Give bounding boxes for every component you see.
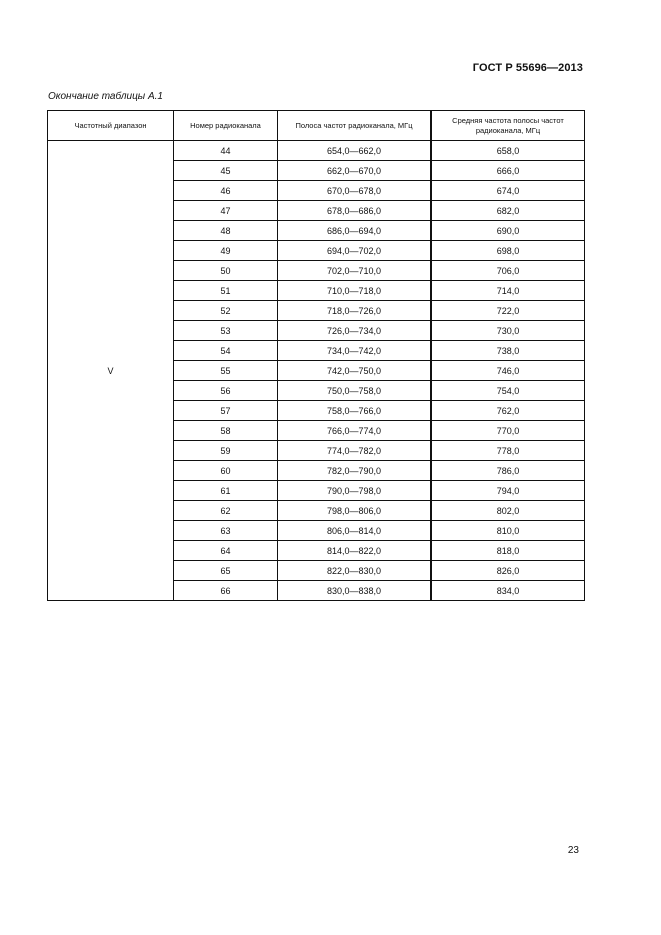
table-caption: Окончание таблицы А.1 bbox=[48, 91, 163, 102]
channel-number-cell: 66 bbox=[174, 581, 278, 601]
channel-number-cell: 52 bbox=[174, 301, 278, 321]
center-frequency-cell: 682,0 bbox=[431, 201, 585, 221]
center-frequency-cell: 818,0 bbox=[431, 541, 585, 561]
channel-number-cell: 61 bbox=[174, 481, 278, 501]
column-header-channel: Номер радиоканала bbox=[174, 111, 278, 141]
center-frequency-cell: 714,0 bbox=[431, 281, 585, 301]
center-frequency-cell: 786,0 bbox=[431, 461, 585, 481]
channel-number-cell: 53 bbox=[174, 321, 278, 341]
channel-number-cell: 54 bbox=[174, 341, 278, 361]
center-frequency-cell: 666,0 bbox=[431, 161, 585, 181]
bandwidth-cell: 726,0—734,0 bbox=[278, 321, 432, 341]
center-frequency-cell: 834,0 bbox=[431, 581, 585, 601]
bandwidth-cell: 670,0—678,0 bbox=[278, 181, 432, 201]
bandwidth-cell: 798,0—806,0 bbox=[278, 501, 432, 521]
page-number: 23 bbox=[567, 845, 579, 856]
bandwidth-cell: 678,0—686,0 bbox=[278, 201, 432, 221]
bandwidth-cell: 758,0—766,0 bbox=[278, 401, 432, 421]
bandwidth-cell: 766,0—774,0 bbox=[278, 421, 432, 441]
bandwidth-cell: 694,0—702,0 bbox=[278, 241, 432, 261]
band-cell: V bbox=[48, 141, 174, 601]
bandwidth-cell: 806,0—814,0 bbox=[278, 521, 432, 541]
document-code: ГОСТ Р 55696—2013 bbox=[472, 62, 583, 74]
center-frequency-cell: 706,0 bbox=[431, 261, 585, 281]
bandwidth-cell: 718,0—726,0 bbox=[278, 301, 432, 321]
channel-number-cell: 57 bbox=[174, 401, 278, 421]
center-frequency-cell: 746,0 bbox=[431, 361, 585, 381]
channel-number-cell: 65 bbox=[174, 561, 278, 581]
channel-number-cell: 59 bbox=[174, 441, 278, 461]
channel-number-cell: 48 bbox=[174, 221, 278, 241]
column-header-bandwidth: Полоса частот радиоканала, МГц bbox=[278, 111, 432, 141]
column-header-center-frequency: Средняя частота полосы частот радиоканала, МГц bbox=[431, 111, 585, 141]
center-frequency-cell: 826,0 bbox=[431, 561, 585, 581]
bandwidth-cell: 774,0—782,0 bbox=[278, 441, 432, 461]
bandwidth-cell: 790,0—798,0 bbox=[278, 481, 432, 501]
channel-number-cell: 64 bbox=[174, 541, 278, 561]
center-frequency-cell: 730,0 bbox=[431, 321, 585, 341]
center-frequency-cell: 794,0 bbox=[431, 481, 585, 501]
bandwidth-cell: 734,0—742,0 bbox=[278, 341, 432, 361]
bandwidth-cell: 686,0—694,0 bbox=[278, 221, 432, 241]
channel-number-cell: 44 bbox=[174, 141, 278, 161]
center-frequency-cell: 698,0 bbox=[431, 241, 585, 261]
channel-number-cell: 56 bbox=[174, 381, 278, 401]
bandwidth-cell: 654,0—662,0 bbox=[278, 141, 432, 161]
bandwidth-cell: 830,0—838,0 bbox=[278, 581, 432, 601]
bandwidth-cell: 742,0—750,0 bbox=[278, 361, 432, 381]
center-frequency-cell: 738,0 bbox=[431, 341, 585, 361]
table-header-row bbox=[48, 111, 585, 141]
center-frequency-cell: 778,0 bbox=[431, 441, 585, 461]
center-frequency-cell: 754,0 bbox=[431, 381, 585, 401]
bandwidth-cell: 662,0—670,0 bbox=[278, 161, 432, 181]
center-frequency-cell: 722,0 bbox=[431, 301, 585, 321]
center-frequency-cell: 674,0 bbox=[431, 181, 585, 201]
column-header-band: Частотный диапазон bbox=[48, 111, 174, 141]
channel-number-cell: 51 bbox=[174, 281, 278, 301]
center-frequency-cell: 810,0 bbox=[431, 521, 585, 541]
channel-number-cell: 55 bbox=[174, 361, 278, 381]
center-frequency-cell: 770,0 bbox=[431, 421, 585, 441]
channel-number-cell: 63 bbox=[174, 521, 278, 541]
channel-number-cell: 50 bbox=[174, 261, 278, 281]
bandwidth-cell: 750,0—758,0 bbox=[278, 381, 432, 401]
channel-number-cell: 49 bbox=[174, 241, 278, 261]
channel-number-cell: 62 bbox=[174, 501, 278, 521]
bandwidth-cell: 814,0—822,0 bbox=[278, 541, 432, 561]
center-frequency-cell: 802,0 bbox=[431, 501, 585, 521]
channel-number-cell: 47 bbox=[174, 201, 278, 221]
center-frequency-cell: 762,0 bbox=[431, 401, 585, 421]
center-frequency-cell: 690,0 bbox=[431, 221, 585, 241]
frequency-table bbox=[47, 110, 583, 601]
channel-number-cell: 60 bbox=[174, 461, 278, 481]
bandwidth-cell: 782,0—790,0 bbox=[278, 461, 432, 481]
bandwidth-cell: 710,0—718,0 bbox=[278, 281, 432, 301]
center-frequency-cell: 658,0 bbox=[431, 141, 585, 161]
channel-number-cell: 46 bbox=[174, 181, 278, 201]
bandwidth-cell: 702,0—710,0 bbox=[278, 261, 432, 281]
bandwidth-cell: 822,0—830,0 bbox=[278, 561, 432, 581]
channel-number-cell: 58 bbox=[174, 421, 278, 441]
channel-number-cell: 45 bbox=[174, 161, 278, 181]
table-row bbox=[48, 141, 585, 161]
